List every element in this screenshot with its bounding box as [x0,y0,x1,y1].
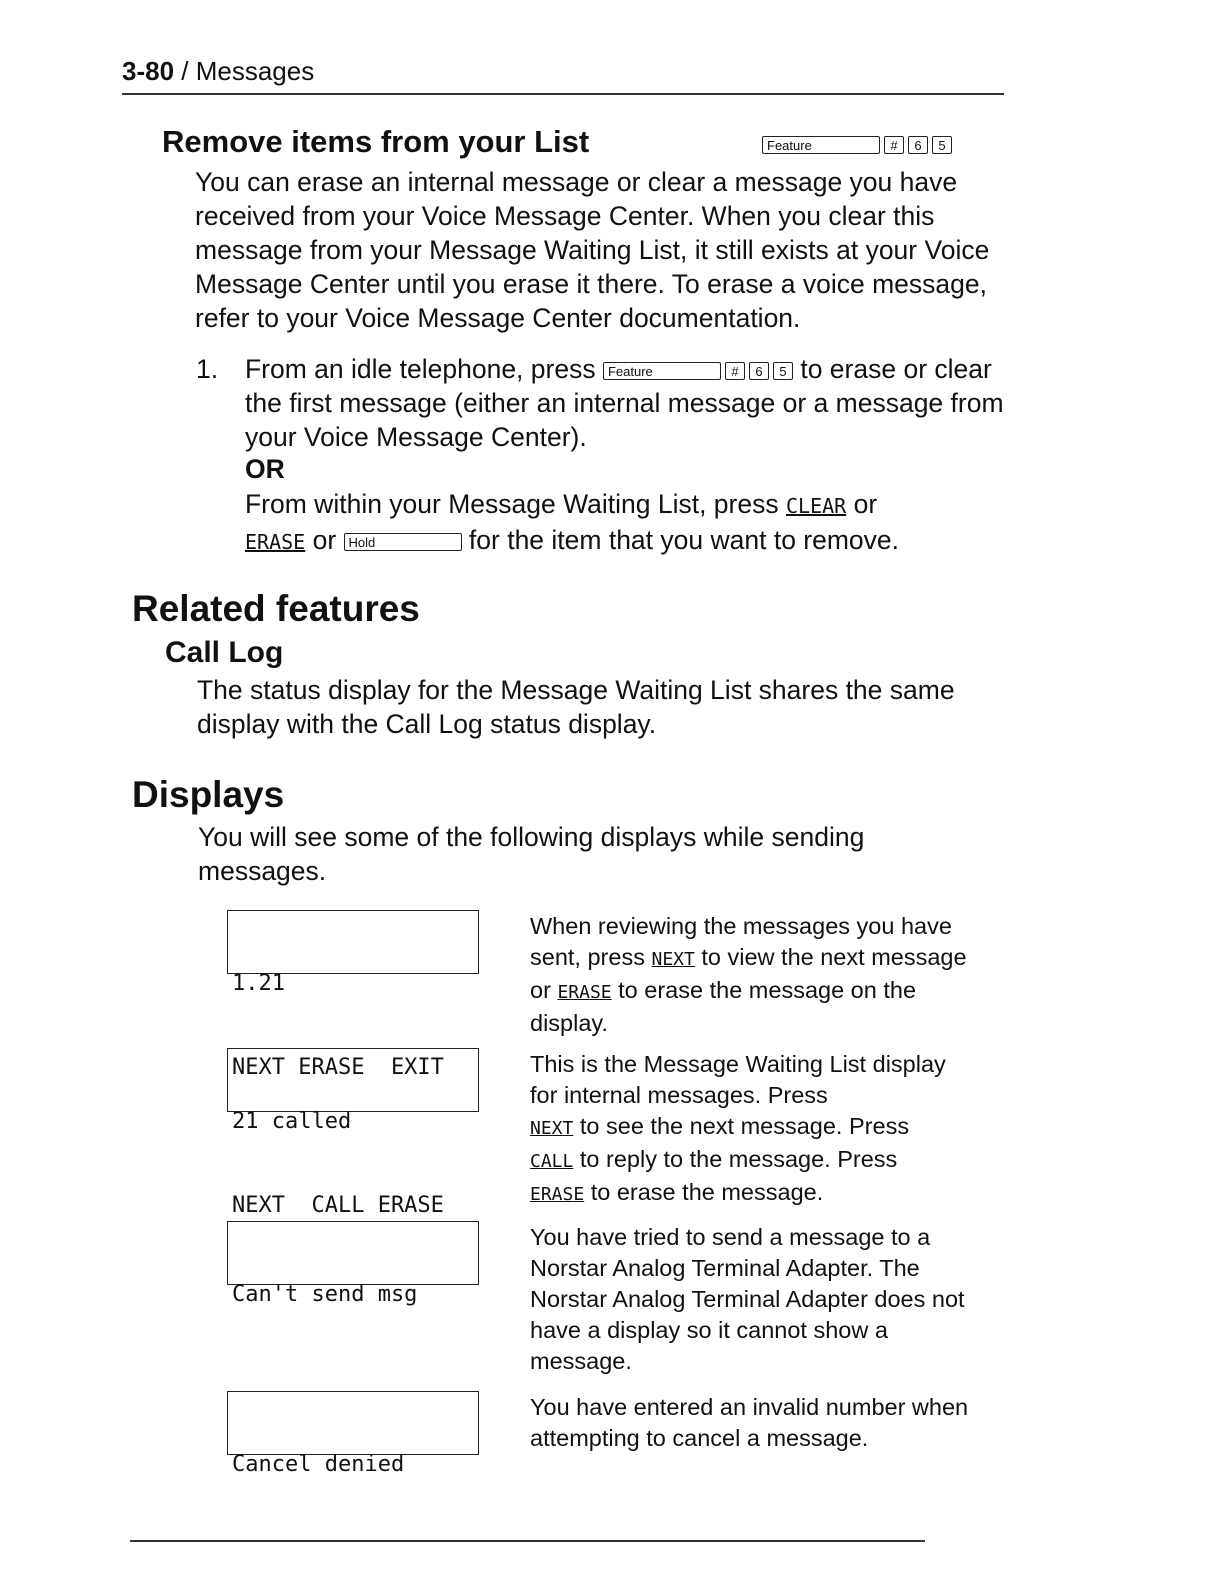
step-text-a: From an idle telephone, press [245,354,596,384]
header-separator: / [174,56,196,86]
desc-text: to reply to the message. Press [579,1146,898,1172]
lcd-line-1: Can't send msg [232,1282,418,1307]
or-word-2: or [312,525,337,555]
desc-text: to view the next message or [530,944,967,1003]
clear-softkey: CLEAR [786,494,847,518]
step-number: 1. [196,354,219,384]
or-word-1: or [853,489,878,519]
step-text-b: to erase [800,354,897,384]
remove-items-paragraph: You can erase an internal message or clear a message you have received from your Voice Message Center. When you clear this message from your Message Waiting List, it still exists at your Voice Message Center until you erase it there. To erase a voice message, refer to your Voice Message Center documentation. [195,167,990,333]
desc-text: to erase the message. [590,1179,824,1205]
lcd-display-2 [227,1048,479,1218]
call-log-title: Call Log [165,636,284,669]
related-features-title: Related features [132,588,420,629]
erase-softkey: ERASE [557,982,612,1003]
header-rule [122,93,1004,95]
header-section: Messages [195,56,315,86]
page-number: 3-80 [122,56,175,86]
lcd-line-2: NEXT CALL ERASE [232,1193,444,1218]
display-2-description [530,1049,970,1210]
page-header [122,56,314,87]
lcd-line-2 [232,1365,474,1393]
hash-key-inline: # [725,362,745,380]
desc-text: This is the Message Waiting List display for internal messages. Press [530,1051,946,1108]
remove-items-title: Remove items from your List [162,124,590,159]
displays-intro: You will see some of the following displays while sending messages. [198,822,865,886]
display-4-description: You have entered an invalid number when attempting to cancel a message. [530,1394,969,1451]
desc-text: to see the next message. Press [579,1113,910,1139]
lcd-line-1: 1.21 [232,971,285,996]
display-1-description [530,911,970,1039]
six-key-inline: 6 [749,362,769,380]
five-key-inline: 5 [773,362,793,380]
alt-text-a: From within your Message Waiting List, press [245,489,779,519]
lcd-display-4 [227,1391,479,1477]
step-one [245,352,1005,454]
desc-text: When reviewing the messages you have sent, press [530,913,952,970]
lcd-line-1: 21 called [232,1109,352,1134]
erase-softkey: ERASE [245,530,306,554]
hold-key: Hold [344,533,462,551]
displays-title: Displays [132,774,285,815]
or-label: OR [245,454,285,484]
alt-step [245,487,1005,559]
alt-text-b: for the item that you want to remove. [468,525,900,555]
lcd-display-1 [227,910,479,1080]
lcd-display-3 [227,1221,479,1307]
remove-items-keys [762,136,952,154]
hash-key: # [884,136,904,154]
footer-rule [130,1540,925,1542]
five-key: 5 [932,136,952,154]
feature-key-inline: Feature [603,362,721,380]
call-log-text: The status display for the Message Waiting List shares the same display with the Call Log status display. [197,675,955,739]
call-softkey: CALL [530,1151,574,1172]
lcd-line-2: NEXT ERASE EXIT [232,1055,444,1080]
display-3-description: You have tried to send a message to a Norstar Analog Terminal Adapter. The Norstar Analog Terminal Adapter does not have a display so it cannot show a message. [530,1224,965,1374]
step-text-c: or clear the first message (either an internal message or a message from your Voice Message Center). [245,354,1004,452]
erase-softkey: ERASE [530,1184,585,1205]
next-softkey: NEXT [530,1118,574,1139]
desc-text: to erase the message on the display. [530,977,917,1036]
feature-key: Feature [762,136,880,154]
next-softkey: NEXT [651,949,695,970]
six-key: 6 [908,136,928,154]
lcd-line-1: Cancel denied [232,1452,405,1477]
